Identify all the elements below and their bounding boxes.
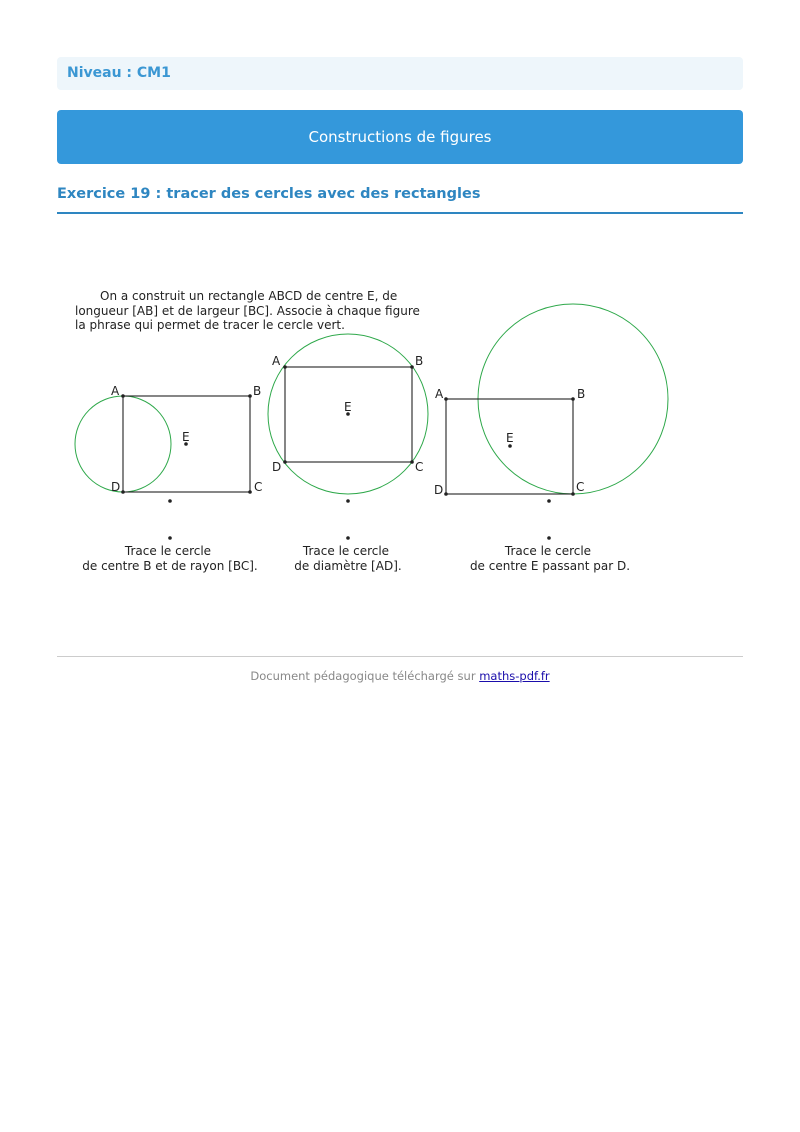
label-d-2: D — [272, 460, 282, 474]
label-c-1: C — [254, 480, 263, 494]
answer-dot-3b — [547, 536, 551, 540]
instruction-line-1: On a construit un rectangle ABCD de centre E, de — [100, 289, 398, 303]
answer-dot-1b — [168, 536, 172, 540]
instruction-line-3: la phrase qui permet de tracer le cercle vert. — [75, 318, 345, 332]
point-d-2 — [283, 460, 287, 464]
label-e-3: E — [506, 431, 514, 445]
exercise-title: Exercice 19 : tracer des cercles avec des rectangles — [57, 186, 481, 202]
point-b-3 — [571, 397, 575, 401]
figure-3 — [434, 304, 668, 573]
page-title-banner: Constructions de figures — [57, 110, 743, 164]
exercise-figure — [57, 270, 743, 590]
label-b-2: B — [415, 354, 424, 368]
level-badge: Niveau : CM1 — [57, 57, 743, 90]
caption-2-line-2: de diamètre [AD]. — [294, 559, 402, 573]
figure-2 — [268, 334, 428, 573]
footer-link[interactable]: maths-pdf.fr — [479, 669, 550, 683]
footer-text: Document pédagogique téléchargé sur — [250, 669, 480, 683]
caption-2-line-1: Trace le cercle — [302, 544, 390, 558]
footer — [57, 669, 743, 683]
label-b-3: B — [577, 387, 586, 401]
figure-1 — [75, 384, 262, 573]
label-a-3: A — [435, 387, 444, 401]
label-b-1: B — [253, 384, 262, 398]
point-b-2 — [410, 365, 414, 369]
geometry-figure — [57, 270, 743, 590]
label-c-2: C — [415, 460, 424, 474]
label-e-2: E — [344, 400, 352, 414]
point-a-1 — [121, 394, 125, 398]
instruction-line-2: longueur [AB] et de largeur [BC]. Associe à chaque figure — [75, 304, 420, 318]
answer-dot-2b — [346, 536, 350, 540]
caption-3-line-2: de centre E passant par D. — [469, 559, 631, 573]
point-c-2 — [410, 460, 414, 464]
title-underline — [57, 212, 743, 214]
point-d-1 — [121, 490, 125, 494]
point-a-3 — [444, 397, 448, 401]
label-e-1: E — [182, 430, 190, 444]
label-d-1: D — [111, 480, 121, 494]
caption-3-line-1: Trace le cercle — [504, 544, 592, 558]
point-c-1 — [248, 490, 252, 494]
point-a-2 — [283, 365, 287, 369]
footer-divider — [57, 656, 743, 657]
caption-1-line-2: de centre B et de rayon [BC]. — [82, 559, 258, 573]
point-c-3 — [571, 492, 575, 496]
answer-dot-1a — [168, 499, 172, 503]
label-d-3: D — [434, 483, 444, 497]
label-a-2: A — [272, 354, 281, 368]
point-d-3 — [444, 492, 448, 496]
answer-dot-3a — [547, 499, 551, 503]
label-c-3: C — [576, 480, 585, 494]
label-a-1: A — [111, 384, 120, 398]
point-b-1 — [248, 394, 252, 398]
answer-dot-2a — [346, 499, 350, 503]
caption-1-line-1: Trace le cercle — [124, 544, 212, 558]
